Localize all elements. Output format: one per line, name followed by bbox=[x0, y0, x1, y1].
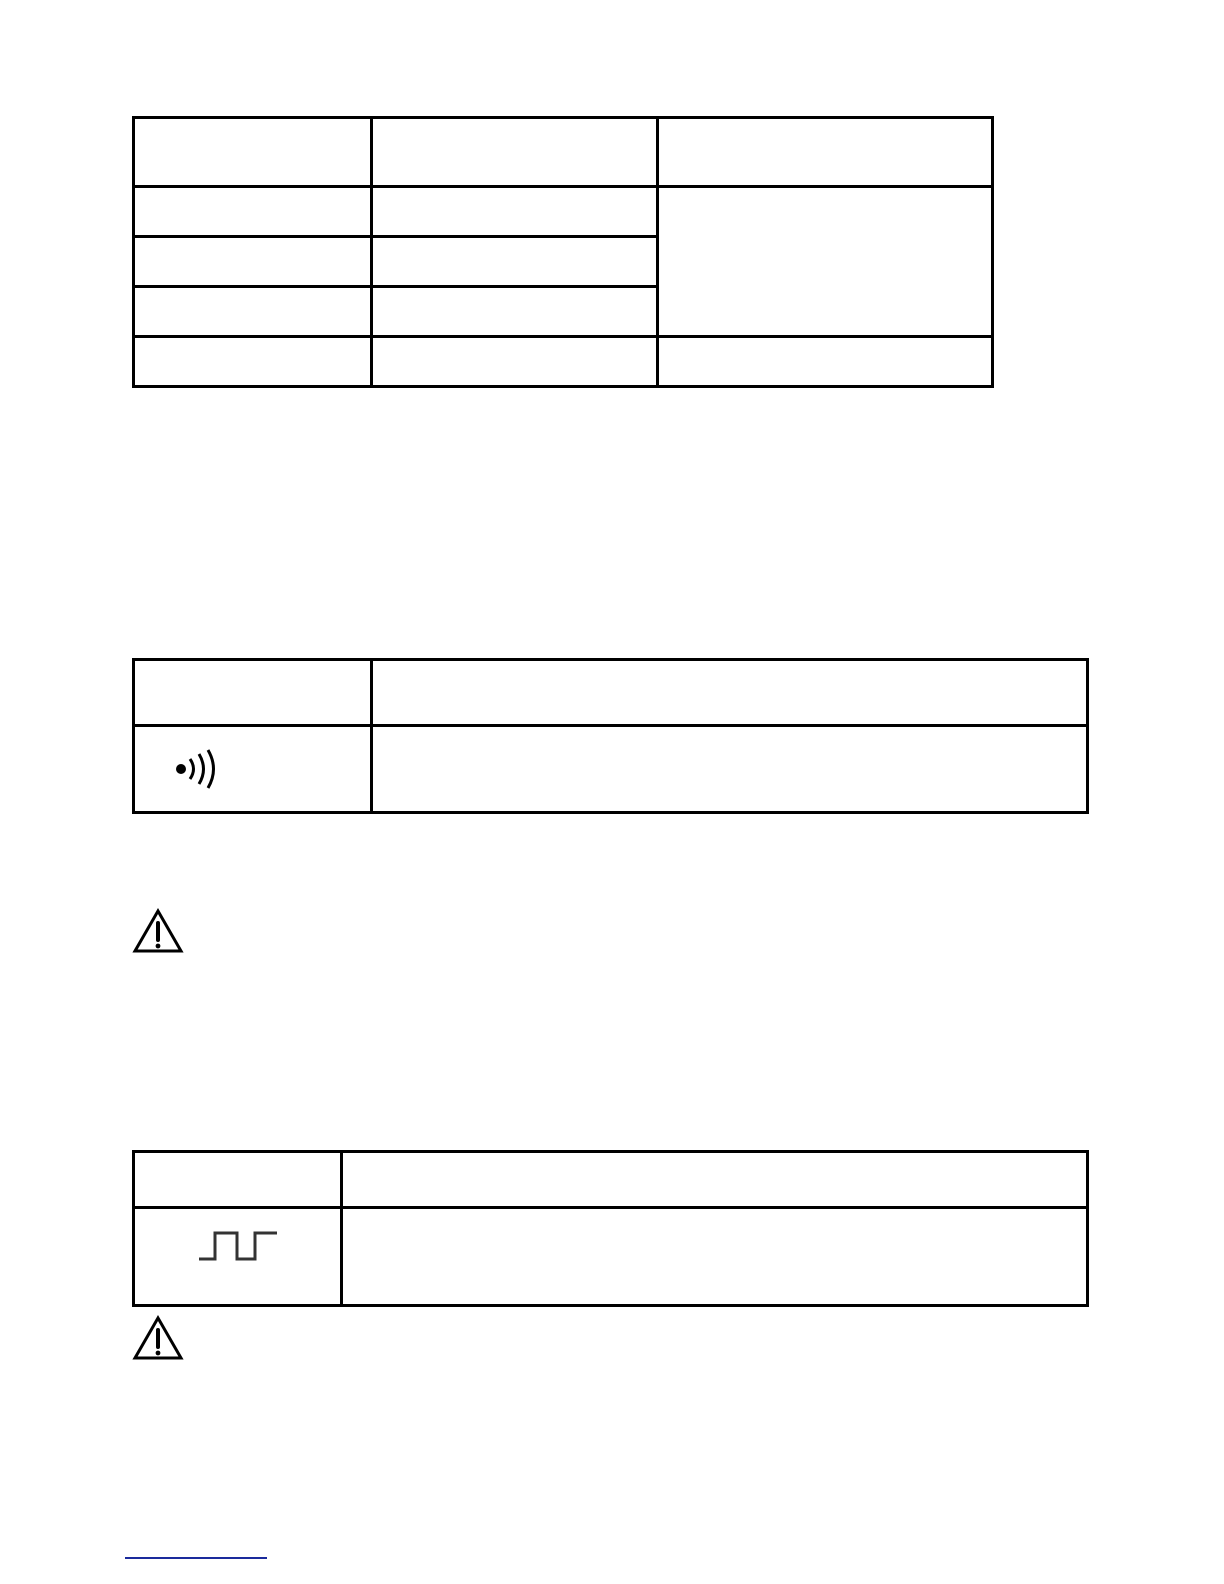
table-row bbox=[134, 1152, 1088, 1208]
table-3 bbox=[132, 1150, 1089, 1307]
table-cell bbox=[134, 237, 372, 287]
table-cell bbox=[134, 660, 372, 726]
table-cell bbox=[372, 660, 1088, 726]
table-cell bbox=[372, 726, 1088, 813]
table-cell bbox=[134, 726, 372, 813]
square-wave-icon bbox=[197, 1227, 287, 1267]
warning-triangle-icon bbox=[132, 1315, 184, 1361]
table-cell bbox=[342, 1208, 1088, 1306]
footer-rule bbox=[125, 1557, 267, 1559]
table-cell bbox=[372, 287, 658, 337]
table-cell bbox=[658, 118, 993, 187]
sound-waves-icon bbox=[173, 749, 233, 789]
table-cell bbox=[372, 187, 658, 237]
table-row bbox=[134, 118, 993, 187]
table-cell bbox=[342, 1152, 1088, 1208]
table-cell bbox=[372, 118, 658, 187]
table-cell bbox=[134, 287, 372, 337]
warning-triangle-icon bbox=[132, 908, 184, 954]
table-cell bbox=[134, 1152, 342, 1208]
table-1 bbox=[132, 116, 994, 388]
table-cell bbox=[134, 1208, 342, 1306]
table-cell bbox=[134, 187, 372, 237]
table-row bbox=[134, 337, 993, 387]
table-cell bbox=[372, 237, 658, 287]
table-row bbox=[134, 1208, 1088, 1306]
table-cell bbox=[372, 337, 658, 387]
table-row bbox=[134, 726, 1088, 813]
table-row bbox=[134, 660, 1088, 726]
table-cell-merged bbox=[658, 187, 993, 337]
table-cell bbox=[134, 337, 372, 387]
table-2 bbox=[132, 658, 1089, 814]
table-cell bbox=[658, 337, 993, 387]
table-row bbox=[134, 187, 993, 237]
table-cell bbox=[134, 118, 372, 187]
